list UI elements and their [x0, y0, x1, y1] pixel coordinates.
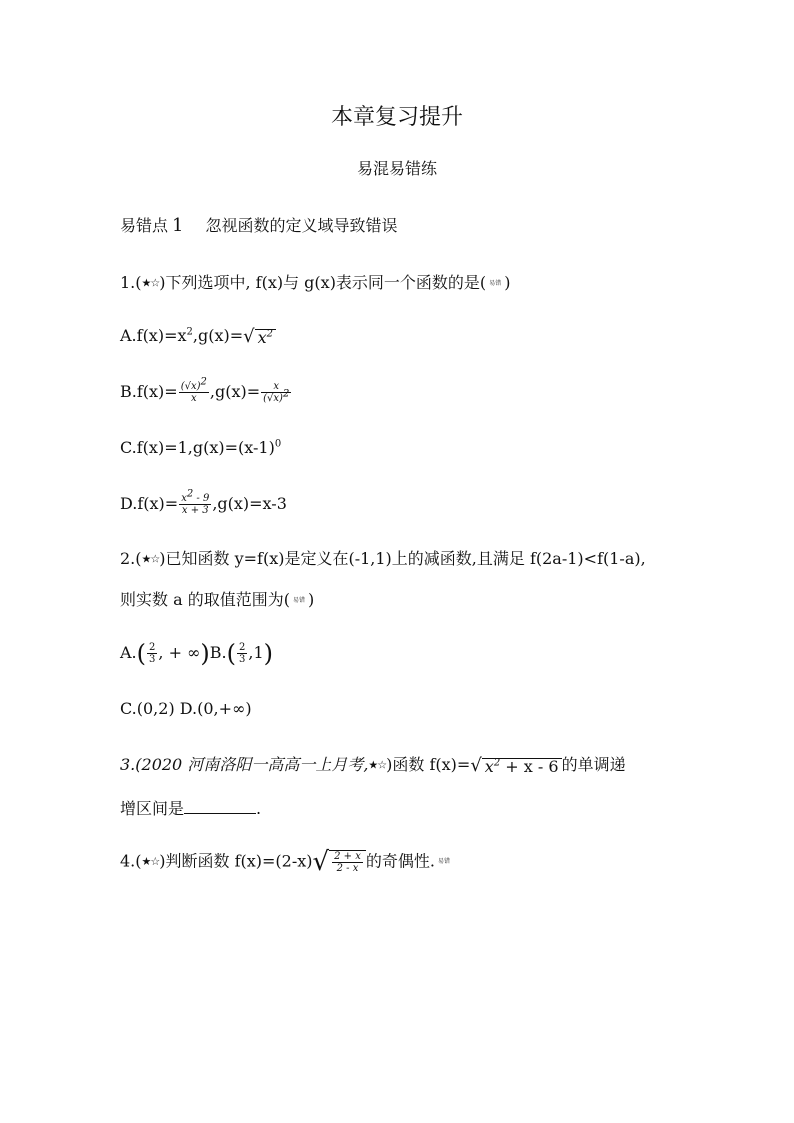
fraction: $\frac{x^2 - 9}{x + 3}$: [181, 488, 210, 516]
section-text: 忽视函数的定义域导致错误: [205, 216, 398, 235]
difficulty-tag: 易错: [437, 858, 450, 865]
page-subtitle: 易混易错练: [356, 159, 437, 178]
question-3-line-2: 增区间是 .: [120, 799, 262, 818]
section-label: 易错点: [120, 216, 169, 235]
difficulty-tag: 易错: [292, 596, 305, 604]
difficulty-stars-icon: ★☆: [141, 552, 160, 566]
question-1: 1.(★☆)下列选项中, f(x)与 g(x)表示同一个函数的是( 易错 ): [120, 273, 511, 292]
section-number: 1: [172, 215, 184, 236]
sqrt-symbol: √ $\frac{2 + x}{2 - x}$: [313, 850, 366, 874]
question-2-line-2: 则实数 a 的取值范围为( 易错 ): [120, 590, 315, 609]
q1-option-d: D.f(x)= $\frac{x^2 - 9}{x + 3}$ ,g(x)=x-3: [120, 488, 287, 516]
q2-options-ab: A.( $\frac{2}{3}$ , + ∞)B.( $\frac{2}{3}$ ,1): [120, 639, 273, 668]
difficulty-tag: 易错: [489, 279, 502, 287]
fraction: $\frac{2 + x}{2 - x}$: [334, 851, 361, 874]
question-3: 3.(2020 河南洛阳一高高一上月考,★☆)函数 f(x)=√ $x^2 + x - 6$ 的单调递: [120, 755, 626, 776]
question-2: 2.(★☆)已知函数 y=f(x)是定义在(-1,1)上的减函数,且满足 f(2a-1)<f(1-a),: [120, 549, 646, 568]
fraction: $\frac{(√x)^2}{x}$: [180, 376, 207, 404]
q1-option-a: $A.f(x)=x^2,g(x)=√$ $x^2$: [120, 326, 276, 347]
fraction: $\frac{x}{(√x)^2}$: [263, 381, 290, 404]
q1-option-c: $C.f(x)=1,g(x)=(x-1)^0$: [120, 438, 282, 457]
q2-options-cd: C.(0,2) D.(0,+∞): [120, 699, 252, 718]
q1-option-b: B.f(x)= $\frac{(√x)^2}{x}$ ,g(x)= $\frac{x}{(√x)^2}$: [120, 376, 290, 404]
difficulty-stars-icon: ★☆: [141, 855, 160, 868]
difficulty-stars-icon: ★☆: [141, 276, 160, 290]
fraction: $\frac{2}{3}$: [238, 642, 246, 665]
sqrt-symbol: √ $x^2 + x - 6$: [470, 756, 561, 776]
answer-blank[interactable]: [184, 799, 256, 814]
section-heading: [120, 216, 397, 236]
page-title: 本章复习提升: [330, 105, 463, 130]
question-4: 4.(★☆)判断函数 f(x)=(2-x)√ $\frac{2 + x}{2 - x}$ 的奇偶性. 易错: [120, 847, 450, 877]
difficulty-stars-icon: ★☆: [368, 758, 387, 772]
fraction: $\frac{2}{3}$: [149, 642, 156, 665]
sqrt-symbol: √ $x^2$: [243, 327, 276, 347]
